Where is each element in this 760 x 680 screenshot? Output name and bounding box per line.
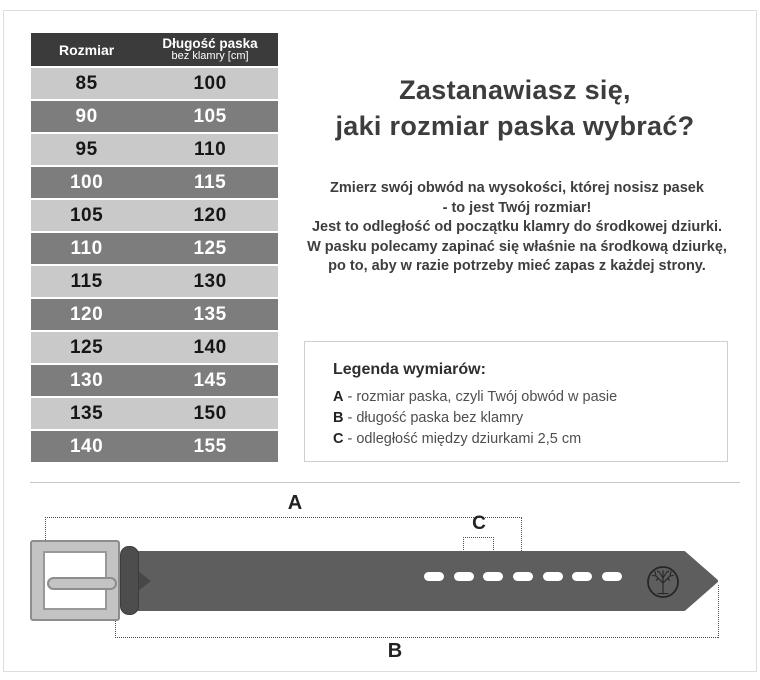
table-row	[31, 200, 278, 231]
table-cell: 140	[193, 336, 227, 358]
table-row	[31, 233, 278, 264]
dimension-line-a	[45, 517, 522, 518]
belt-hole	[424, 572, 444, 581]
dimension-line-a-tick-left	[45, 517, 46, 540]
table-header	[31, 33, 278, 66]
belt-strap	[128, 551, 720, 611]
legend-text-c: - odległość między dziurkami 2,5 cm	[347, 431, 582, 447]
table-row	[31, 134, 278, 165]
table-row	[31, 365, 278, 396]
column-header-dlugosc-sub: bez klamry [cm]	[171, 49, 249, 62]
section-divider	[30, 482, 740, 483]
tree-in-circle-icon	[645, 564, 681, 600]
column-header-dlugosc-main: Długość paska	[162, 35, 258, 51]
table-cell: 90	[75, 105, 98, 127]
belt-hole	[483, 572, 503, 581]
column-header-dlugosc	[142, 37, 278, 63]
belt-hole	[572, 572, 592, 581]
table-cell: 130	[69, 369, 104, 391]
buckle-prong-bar	[47, 577, 117, 590]
legend-item-a	[333, 387, 617, 408]
intro-line: W pasku polecamy zapinać się właśnie na środkową dziurkę,	[307, 238, 727, 255]
table-cell: 145	[193, 369, 227, 391]
dimension-line-b	[115, 637, 718, 638]
table-cell: 100	[193, 72, 227, 94]
table-cell: 100	[69, 171, 104, 193]
belt-holes	[424, 572, 622, 581]
table-row	[31, 299, 278, 330]
size-table	[31, 33, 278, 464]
table-cell: 120	[69, 303, 104, 325]
table-cell: 155	[193, 435, 227, 457]
table-row	[31, 167, 278, 198]
page-title-line1: Zastanawiasz się,	[399, 75, 631, 105]
belt-hole	[513, 572, 533, 581]
table-cell: 130	[193, 270, 227, 292]
page-title	[285, 72, 745, 144]
intro-line: - to jest Twój rozmiar!	[442, 199, 592, 216]
table-cell: 85	[75, 72, 98, 94]
intro-line: Jest to odległość od początku klamry do środkowej dziurki.	[311, 219, 723, 235]
table-cell: 125	[69, 336, 104, 358]
table-cell: 120	[193, 204, 227, 226]
table-row	[31, 431, 278, 462]
belt-hole	[543, 572, 563, 581]
table-cell: 135	[193, 303, 227, 325]
legend-items	[333, 387, 617, 450]
table-cell: 115	[193, 171, 227, 193]
size-table-body	[31, 68, 278, 462]
table-row	[31, 68, 278, 99]
legend-text-a: - rozmiar paska, czyli Twój obwód w pasie	[347, 389, 618, 405]
table-cell: 150	[193, 402, 227, 424]
legend-key-b: B	[333, 410, 344, 426]
legend-item-c	[333, 429, 617, 450]
table-row	[31, 101, 278, 132]
table-cell: 105	[69, 204, 104, 226]
page-title-line2: jaki rozmiar paska wybrać?	[335, 111, 695, 141]
table-cell: 110	[193, 138, 227, 160]
dimension-line-c	[463, 537, 494, 538]
table-row	[31, 398, 278, 429]
dimension-label-c: C	[472, 513, 486, 534]
table-cell: 135	[69, 402, 104, 424]
table-cell: 115	[70, 270, 103, 292]
legend-title: Legenda wymiarów:	[333, 361, 486, 378]
table-cell: 125	[193, 237, 227, 259]
table-cell: 95	[75, 138, 98, 160]
column-header-rozmiar: Rozmiar	[58, 41, 115, 58]
dimension-label-b: B	[387, 640, 403, 662]
legend-text-b: - długość paska bez klamry	[347, 410, 524, 426]
legend-box	[304, 341, 728, 462]
dimension-line-b-tick-left	[115, 621, 116, 638]
buckle-prong-tip	[138, 571, 151, 591]
intro-line: po to, aby w razie potrzeby mieć zapas z każdej strony.	[328, 258, 706, 274]
belt-hole	[602, 572, 622, 581]
dimension-label-a: A	[287, 492, 303, 514]
legend-key-a: A	[333, 389, 344, 405]
belt-hole	[454, 572, 474, 581]
table-row	[31, 332, 278, 363]
table-cell: 110	[70, 237, 103, 259]
table-row	[31, 266, 278, 297]
belt-keeper-loop	[120, 546, 139, 615]
legend-key-c: C	[333, 431, 344, 447]
intro-line: Zmierz swój obwód na wysokości, której nosisz pasek	[330, 180, 704, 196]
table-cell: 140	[69, 435, 104, 457]
table-cell: 105	[193, 105, 227, 127]
legend-item-b	[333, 408, 617, 429]
intro-text	[288, 179, 746, 277]
